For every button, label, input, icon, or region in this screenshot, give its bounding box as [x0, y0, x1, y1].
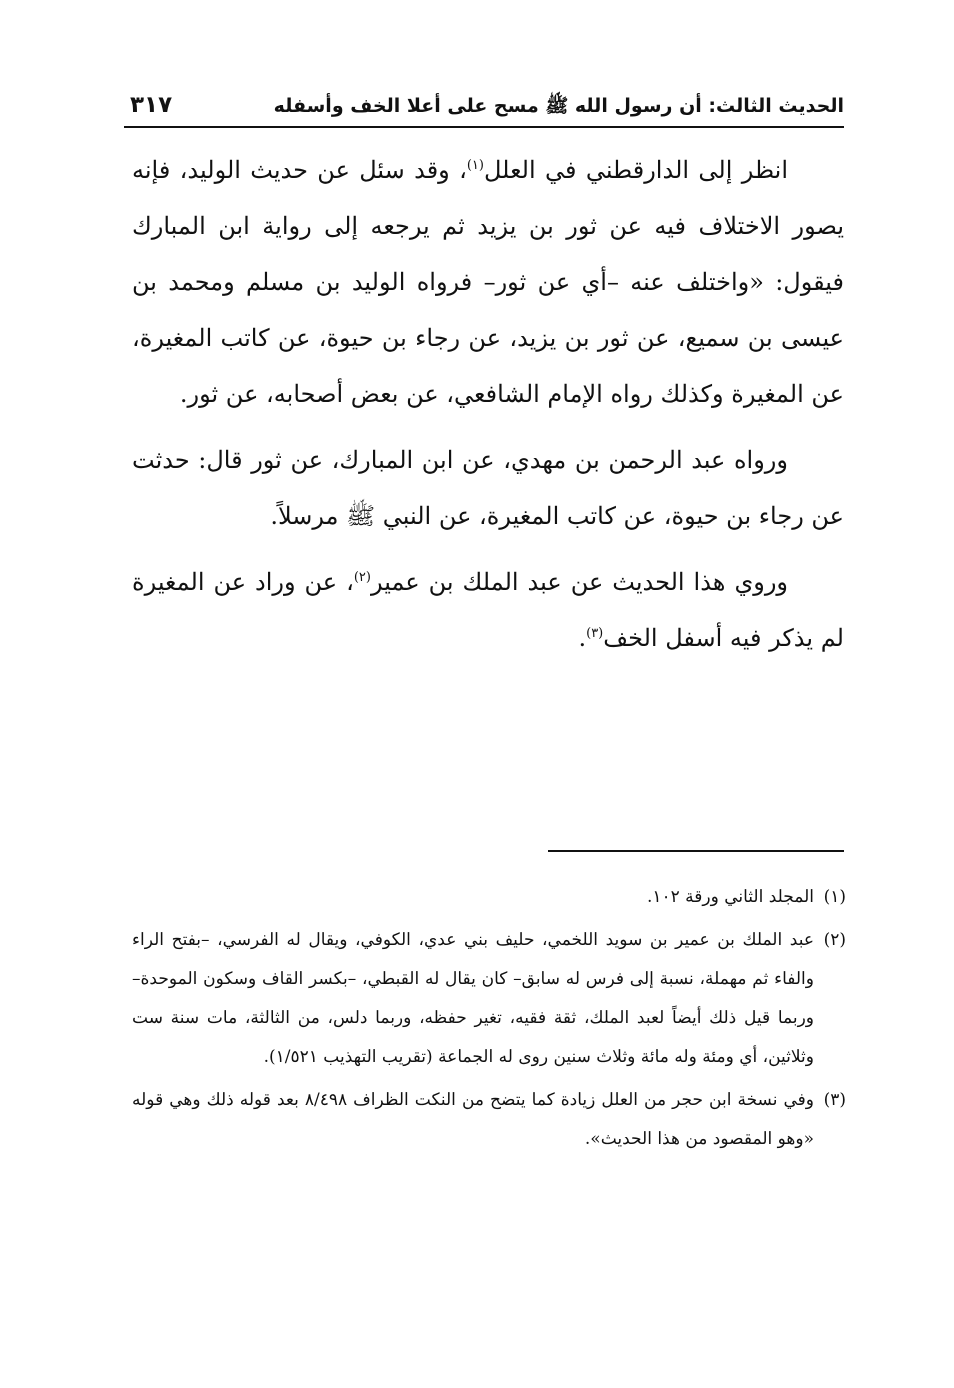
paragraph-1: [132, 142, 844, 422]
footnotes: [132, 878, 846, 1163]
paragraph-3-end: .: [578, 624, 587, 652]
paragraph-3-text-a: وروي هذا الحديث عن عبد الملك بن عمير: [370, 568, 788, 596]
footnote-2: [132, 921, 846, 1077]
footnote-3-text: وفي نسخة ابن حجر من العلل زيادة كما يتضح من النكت الظراف ٨/٤٩٨ بعد قوله ذلك وهي قوله «وهو المقصود من هذا الحديث».: [132, 1090, 814, 1149]
footnote-divider: [548, 850, 844, 852]
page-header: [124, 92, 844, 128]
footnote-1-text: المجلد الثاني ورقة ١٠٢.: [646, 887, 814, 907]
paragraph-3: [132, 554, 844, 666]
footnote-2-number: (٢): [823, 930, 846, 950]
running-title: الحديث الثالث: أن رسول الله ﷺ مسح على أعلا الخف وأسفله: [273, 95, 844, 117]
footnote-ref-3: (٣): [586, 626, 604, 641]
footnote-1-number: (١): [823, 887, 846, 907]
paragraph-2: [132, 432, 844, 544]
paragraph-3-text-b: ، عن وراد عن المغيرة لم يذكر فيه أسفل الخف: [132, 568, 844, 652]
footnote-ref-2: (٢): [353, 570, 371, 585]
paragraph-1-text-a: انظر إلى الدارقطني في العلل: [483, 156, 788, 184]
paragraph-2-text: ورواه عبد الرحمن بن مهدي، عن ابن المبارك، عن ثور قال: حدثت عن رجاء بن حيوة، عن كاتب المغيرة، عن النبي ﷺ مرسلاً.: [132, 446, 844, 530]
paragraph-1-text-b: ، وقد سئل عن حديث الوليد، فإنه يصور الاختلاف فيه عن ثور بن يزيد ثم يرجعه إلى رواية ابن المبارك فيقول: «واختلف عنه –أي عن ثور– فرواه الوليد بن مسلم ومحمد بن عيسى بن سميع، عن ثور بن يزيد، عن رجاء بن حيوة، عن كاتب المغيرة، عن المغيرة وكذلك رواه الإمام الشافعي، عن بعض أصحابه، عن ثور.: [132, 156, 844, 408]
main-text: [132, 142, 844, 676]
page-number: ٣١٧: [130, 92, 173, 118]
footnote-ref-1: (١): [466, 158, 484, 173]
footnote-1: [132, 878, 846, 917]
footnote-3-number: (٣): [823, 1090, 846, 1110]
footnote-3: [132, 1081, 846, 1159]
footnote-2-text: عبد الملك بن عمير بن سويد اللخمي، حليف بني عدي، الكوفي، ويقال له الفرسي، –بفتح الراء والفاء ثم مهملة، نسبة إلى فرس له سابق– كان يقال له القبطي، –بكسر القاف وسكون الموحدة– وربما قيل ذلك أيضاً لعبد الملك، ثقة فقيه، تغير حفظه، وربما دلس، من الثالثة، مات سنة ست وثلاثين، أي ومئة وله مائة وثلاث سنين روى له الجماعة (تقريب التهذيب ١/٥٢١).: [132, 930, 814, 1067]
